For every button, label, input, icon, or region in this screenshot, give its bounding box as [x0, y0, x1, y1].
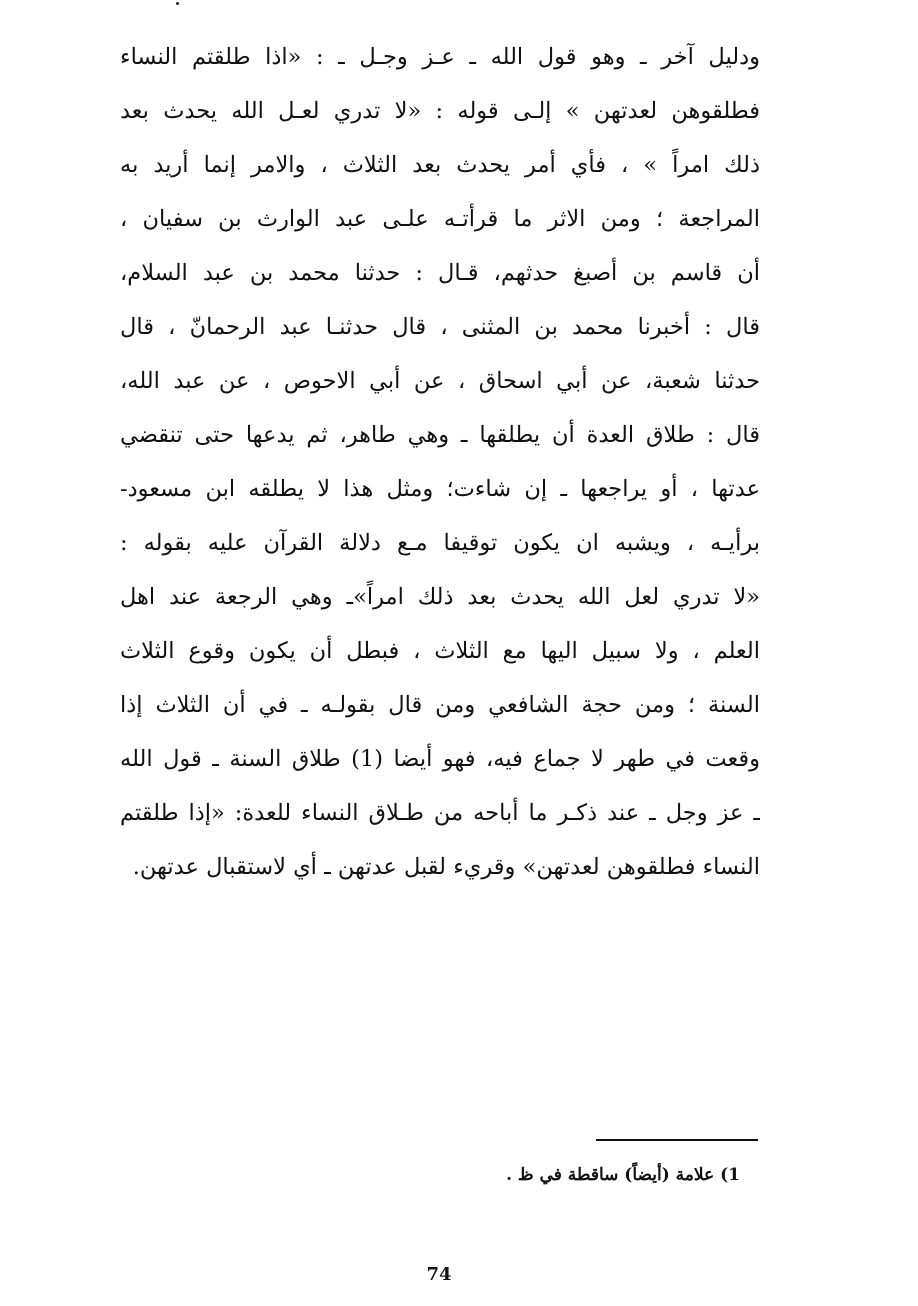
text-line: قال : أخبرنا محمد بن المثنى ، قال حدثنـا عبد الرحمانّ ، قال [120, 314, 760, 340]
main-text-block [120, 30, 760, 894]
text-line: المراجعة ؛ ومن الاثر ما قرأتـه علـى عبد الوارث بن سفيان ، [120, 206, 760, 232]
text-line: ذلك امراً » ، فأي أمر يحدث بعد الثلاث ، والامر إنما أريد به [120, 152, 760, 178]
text-line: برأيـه ، ويشبه ان يكون توقيفا مـع دلالة القرآن عليه بقوله : [120, 530, 760, 556]
text-line: قال : طلاق العدة أن يطلقها ـ وهي طاهر، ثم يدعها حتى تنقضي [120, 422, 760, 448]
scan-speck [176, 2, 179, 5]
text-line: حدثنا شعبة، عن أبي اسحاق ، عن أبي الاحوص ، عن عبد الله، [120, 368, 760, 394]
text-line: فطلقوهن لعدتهن » إلـى قوله : «لا تدري لعـل الله يحدث بعد [120, 98, 760, 124]
text-line: العلم ، ولا سبيل اليها مع الثلاث ، فبطل أن يكون وقوع الثلاث [120, 638, 760, 664]
text-line: «لا تدري لعل الله يحدث بعد ذلك امراً»ـ وهي الرجعة عند اهل [120, 584, 760, 610]
footnote: 1) علامة (أيضاً) ساقطة في ظ . [506, 1165, 740, 1185]
text-line: أن قاسم بن أصبغ حدثهم، قـال : حدثنا محمد بن عبد السلام، [120, 260, 760, 286]
text-line: ودليل آخر ـ وهو قول الله ـ عـز وجـل ـ : «اذا طلقتم النساء [120, 44, 760, 70]
text-line: ـ عز وجل ـ عند ذكـر ما أباحه من طـلاق النساء للعدة: «إذا طلقتم [120, 800, 760, 826]
footnote-divider [596, 1139, 758, 1141]
text-line: وقعت في طهر لا جماع فيه، فهو أيضا (1) طلاق السنة ـ قول الله [120, 746, 760, 772]
text-line: السنة ؛ ومن حجة الشافعي ومن قال بقولـه ـ في أن الثلاث إذا [120, 692, 760, 718]
text-line: النساء فطلقوهن لعدتهن» وقريء لقبل عدتهن ـ أي لاستقبال عدتهن. [132, 854, 760, 880]
page-number: 74 [426, 1264, 452, 1285]
text-line: عدتها ، أو يراجعها ـ إن شاءت؛ ومثل هذا لا يطلقه ابن مسعود- [120, 476, 760, 502]
